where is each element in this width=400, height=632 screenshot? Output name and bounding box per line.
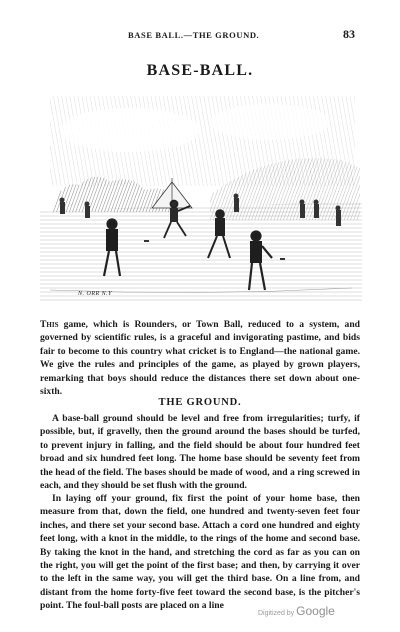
engraver-signature: N. ORR N.Y xyxy=(78,291,113,297)
base-marker xyxy=(280,258,285,260)
google-logo: Google xyxy=(296,604,335,618)
player-far-1 xyxy=(60,198,66,215)
baseball-game-engraving xyxy=(40,90,362,302)
intro-text: game, which is Rounders, or Town Ball, reduced to a system, and governed by scientific rules, is a graceful and invigorating pastime, and bids fair to become to this country what cricket is to England—the national game. We give the rules and principles of the game, as played by grown players, remarking that boys should reduce the distances there set down about one-sixth. xyxy=(40,319,360,398)
intro-lead-word: This xyxy=(40,319,59,330)
page-number: 83 xyxy=(343,27,355,41)
running-head: BASE BALL.—THE GROUND. xyxy=(128,30,260,40)
player-far-2 xyxy=(85,202,91,219)
base-marker xyxy=(144,240,149,242)
paragraph-ground: A base-ball ground should be level and free from irregularities; turfy, if possible, but, if gravelly, then the ground around the bases should be turfed, to prevent injury in falling, and the field should be about four hundred feet broad and six hundred feet long. The home base should be seventy feet from the head of the field. The bases should be made of wood, and a ring screwed in each, and they should be set flush with the ground. xyxy=(40,413,360,492)
section-heading: THE GROUND. xyxy=(158,397,242,408)
chapter-title: BASE-BALL. xyxy=(146,62,254,79)
paragraph-laying-off: In laying off your ground, fix first the point of your home base, then measure from that, down the field, one hundred and twenty-seven feet four inches, and there set your second base. Attach a cord one hundred and eighty feet long, with a knot in the middle, to the rings of the home and second base. By taking the knot in the hand, and stretching the cord as far as you can on the right, you will get the point of the first base; and then, by carrying it over to the left in the same way, you will get the third base. On a line from, and distant from the home forty-five feet toward the second base, is the pitcher's point. The foul-ball posts are placed on a line xyxy=(40,493,360,612)
player-far-5 xyxy=(314,200,320,219)
intro-paragraph xyxy=(40,318,360,398)
player-far-3 xyxy=(234,194,240,213)
digitization-watermark xyxy=(258,604,335,618)
digitized-by-label: Digitized by xyxy=(258,610,295,617)
player-far-6 xyxy=(336,206,342,227)
player-far-4 xyxy=(300,200,306,219)
